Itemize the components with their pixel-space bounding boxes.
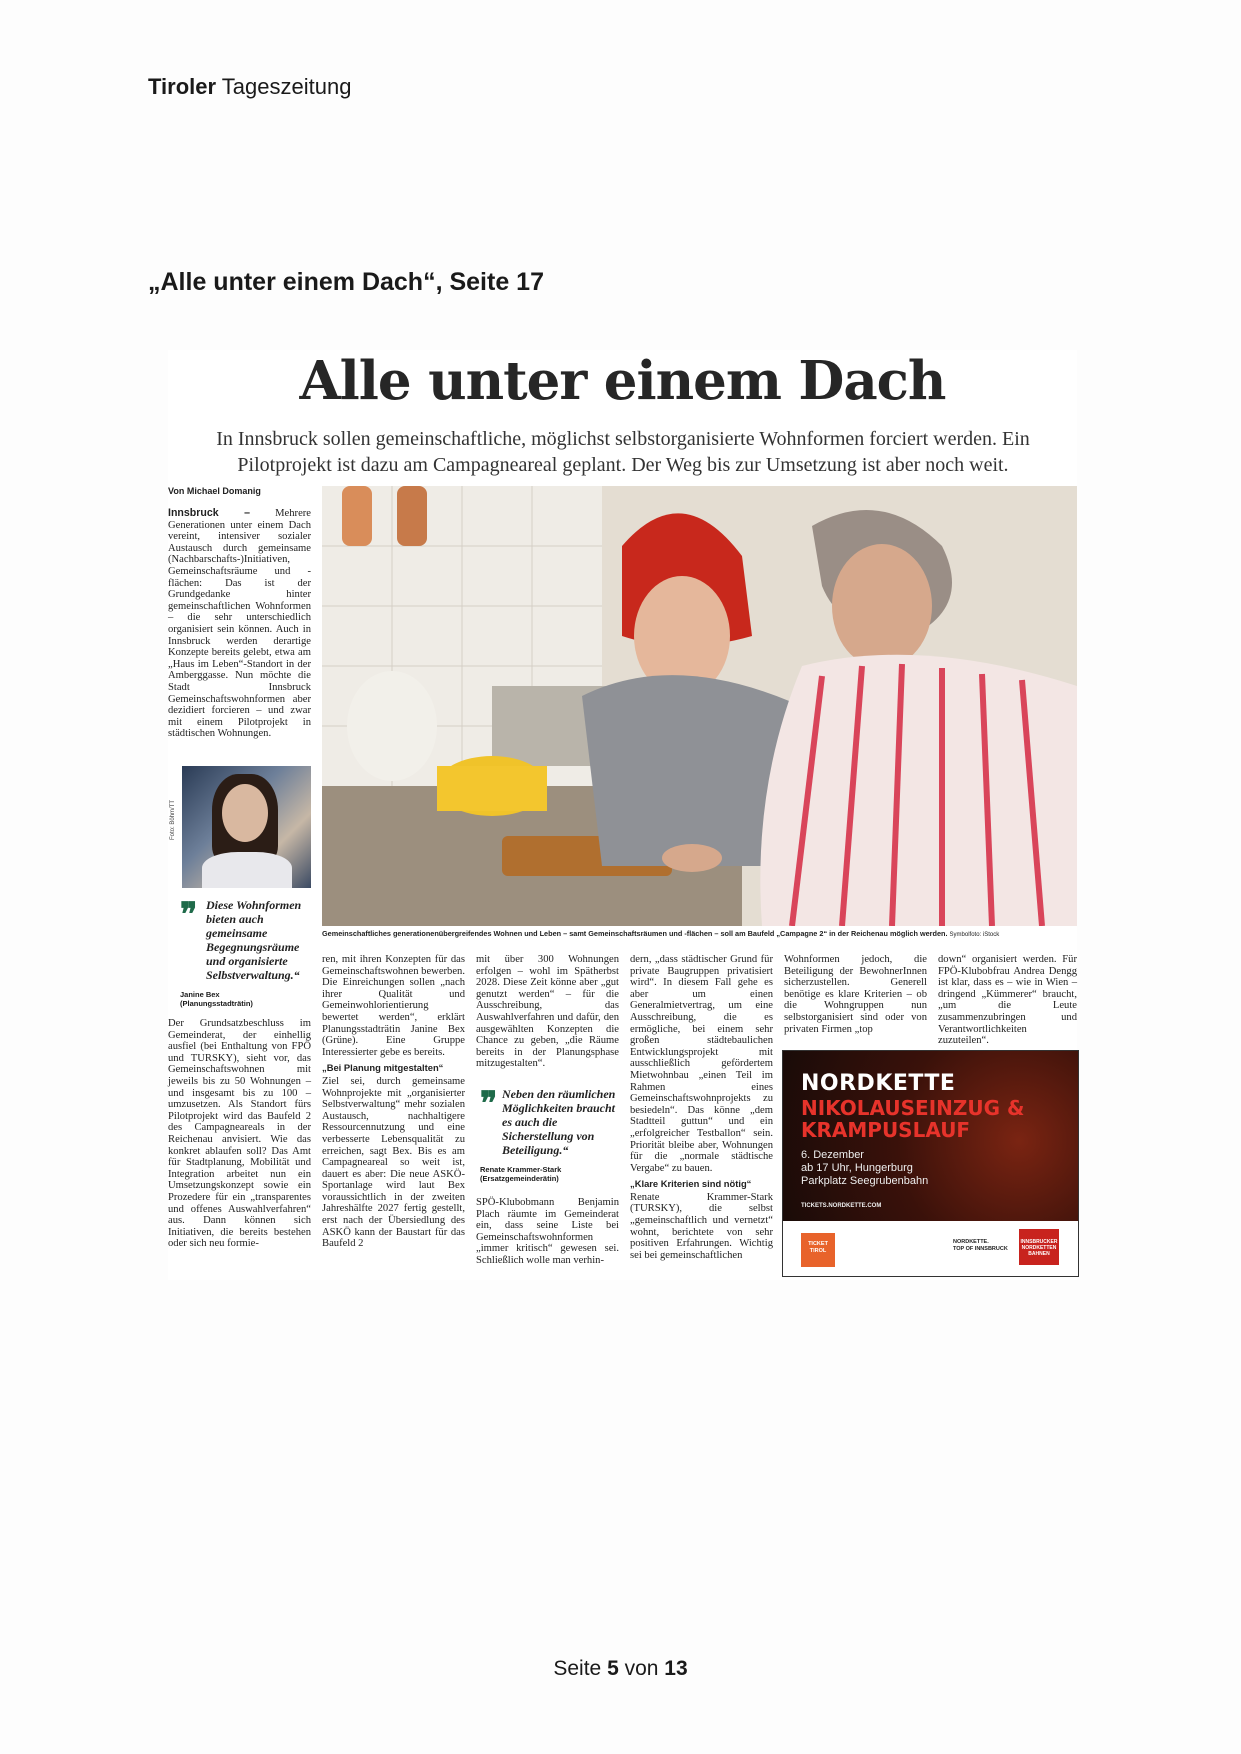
ticket-tirol-logo: TICKET TIROL bbox=[801, 1233, 835, 1267]
ad-details: 6. Dezember ab 17 Uhr, Hungerburg Parkplatz Seegrubenbahn bbox=[801, 1149, 929, 1187]
quote-mark-icon: ❞ bbox=[480, 1084, 498, 1122]
headline: Alle unter einem Dach bbox=[299, 350, 946, 412]
portrait-credit: Foto: Böhm/TT bbox=[170, 799, 176, 840]
ad-title: NIKOLAUSEINZUG & KRAMPUSLAUF bbox=[801, 1096, 1025, 1142]
quote-text: Diese Wohnformen bieten auch gemeinsame Begegnungsräume und organisierte Selbstverwaltung.“ bbox=[206, 898, 302, 982]
lead-paragraph: Innsbruck – Mehrere Generationen unter einem Dach vereint, intensiver sozialer Austausch durch gemeinsame (Nachbarschafts-)Initiativen, Gemeinschaftsräume und -flächen: Das ist der Grundgedanke hinter gemeinschaftlichen Wohnformen – die sehr unterschiedlich organisiert sein können. Auch in Innsbruck werden derartige Konzepte bereits gelebt, etwa am „Haus im Leben“-Standort in der Amberggasse. Nun möchte die Stadt Innsbruck Gemeinschaftswohnformen aber dezidiert forcieren – und zwar mit einem Pilotprojekt in städtischen Wohnungen. bbox=[168, 507, 311, 740]
subheadline: In Innsbruck sollen gemeinschaftliche, möglichst selbstorganisierte Wohnformen forciert werden. Ein Pilotprojekt ist dazu am Campagneareal geplant. Der Weg bis zur Umsetzung ist aber noch weit. bbox=[216, 428, 1030, 476]
column-3-text-a: mit über 300 Wohnungen erfolgen – wohl im Spätherbst 2028. Diese Zeit könne aber „gut genutzt werden“ – für die Ausschreibung, das Auswahlverfahren und dafür, den ausgewählten Konzepten die Chance zu geben, „die Räume bereits in der Planungsphase mitzugestalten“. bbox=[476, 954, 619, 1070]
photo-credit: Symbolfoto: iStock bbox=[949, 932, 1000, 938]
column-2-text-a: ren, mit ihren Konzepten für das Gemeinschaftswohnen bewerben. Die Einreichungen sollen „nach ihrer Qualität und Gemeinwohlorientierung bewertet werden“, erklärt Planungsstadträtin Janine Bex (Grüne). Eine Gruppe Interessierter gebe es bereits. bbox=[322, 954, 465, 1058]
column-1-body: Der Grundsatzbeschluss im Gemeinderat, der einhellig ausfiel (bei Enthaltung von FPÖ und TURSKY), sieht vor, das Gemeinschaftswohnen mit jeweils bis zu 50 Wohnungen – und insgesamt bis zu 100 – umzusetzen. Als Standort fürs Pilotprojekt wird das Baufeld 2 des Campagneareals in der Reichenau anvisiert. Wie das konkret ablaufen soll? Das Amt für Stadtplanung, Mobilität und Integration arbeitet nun ein Umsetzungskonzept sowie ein Prozedere für ein „transparentes und offenes Auswahlverfahren“ aus. Dann können sich Initiativen, die bereits bestehen oder sich neu formie- bbox=[168, 1018, 311, 1250]
main-photo bbox=[322, 486, 1077, 926]
nordkettenbahnen-logo: INNSBRUCKER NORDKETTEN BAHNEN bbox=[1019, 1229, 1059, 1265]
subheading-planung: „Bei Planung mitgestalten“ bbox=[322, 1062, 444, 1074]
pull-quote-bex bbox=[180, 895, 310, 1008]
advertisement-nordkette bbox=[782, 1050, 1079, 1277]
subheading-kriterien: „Klare Kriterien sind nötig“ bbox=[630, 1178, 752, 1190]
column-2 bbox=[322, 954, 465, 1250]
article-reference: „Alle unter einem Dach“, Seite 17 bbox=[148, 268, 544, 296]
photo-caption: Gemeinschaftliches generationenübergreifendes Wohnen und Leben – samt Gemeinschaftsräumen und -flächen – soll am Baufeld „Campagne 2“ in der Reichenau möglich werden. Symbolfoto: iStock bbox=[322, 929, 1000, 938]
nordkette-logo: NORDKETTE. TOP OF INNSBRUCK bbox=[953, 1239, 1008, 1252]
quote-author: Janine Bex (Planungsstadträtin) bbox=[180, 990, 253, 1008]
column-6: down“ organisiert werden. Für FPÖ-Klubobfrau Andrea Dengg ist klar, dass es – wie in Wien – dringend „Kümmerer“ braucht, „um die Leute zusammenzubringen und Verantwortlichkeiten zuzuteilen“. bbox=[938, 954, 1077, 1047]
quote-text: Neben den räumlichen Möglichkeiten braucht es auch die Sicherstellung von Beteiligung.“ bbox=[502, 1087, 616, 1157]
portrait-photo bbox=[182, 766, 311, 888]
pull-quote-krammer-stark bbox=[476, 1084, 619, 1267]
quote-author: Renate Krammer-Stark (Ersatzgemeinderätin) bbox=[480, 1165, 562, 1183]
column-4-text-b: Renate Krammer-Stark (TURSKY), die selbst „gemeinschaftlich und vernetzt“ wohnt, berichtete von sehr positiven Erfahrungen. Wichtig sei bei gemeinschaftlichen bbox=[630, 1191, 773, 1261]
column-4 bbox=[630, 954, 773, 1261]
newspaper-clipping bbox=[168, 350, 1077, 1280]
quote-mark-icon: ❞ bbox=[180, 895, 198, 933]
page-number: Seite 5 von 13 bbox=[553, 1657, 688, 1680]
column-5: Wohnformen jedoch, die Beteiligung der BewohnerInnen sicherzustellen. Generell benötige es klare Kriterien – ob die Wohngruppen nun selbstorganisiert sind oder von privaten Firmen „top bbox=[784, 954, 927, 1035]
column-4-text-a: dern, „dass städtischer Grund für private Baugruppen privatisiert wird“. In diesem Fall gehe es aber um einen Generalmietvertrag, um eine Ausschreibung, die es ermögliche, bei einem sehr großen städtebaulichen Entwicklungsprojekt mit ausschließlich gefördertem Mietwohnbau „einen Teil im Rahmen eines Gemeinschaftswohnprojekts zu besiedeln“. Das könne „dem Stadtteil guttun“ und ein „erfolgreicher Testballon“ sein. Priorität bleibe aber, Wohnungen für die „normale städtische Vergabe“ zu bauen. bbox=[630, 954, 773, 1174]
column-2-text-b: Ziel sei, durch gemeinsame Wohnprojekte mit „organisierter Selbstverwaltung“ mehr sozialen Austausch, nachhaltigere Ressourcennutzung und eine verbesserte Lebensqualität zu erreichen, sagt Bex. Bis es am Campagneareal so weit ist, dauert es aber: Die neue ASKÖ-Sportanlage wird laut Bex voraussichtlich in der zweiten Jahreshälfte 2027 fertig gestellt, erst nach der Übersiedlung des ASKÖ kann der Baustart für das Baufeld 2 bbox=[322, 1075, 465, 1250]
column-3 bbox=[476, 954, 619, 1070]
ad-footer bbox=[783, 1221, 1078, 1276]
ad-brand: NORDKETTE bbox=[801, 1071, 956, 1096]
publication-name: Tiroler Tageszeitung bbox=[148, 74, 352, 99]
author-byline: Von Michael Domanig bbox=[168, 486, 261, 496]
column-3-text-b: SPÖ-Klubobmann Benjamin Plach räumte im Gemeinderat ein, dass seine Liste bei Gemeinschaftswohnformen „immer kritisch“ gewesen sei. Schließlich wolle man verhin- bbox=[476, 1197, 619, 1266]
ad-url: TICKETS.NORDKETTE.COM bbox=[801, 1203, 882, 1209]
